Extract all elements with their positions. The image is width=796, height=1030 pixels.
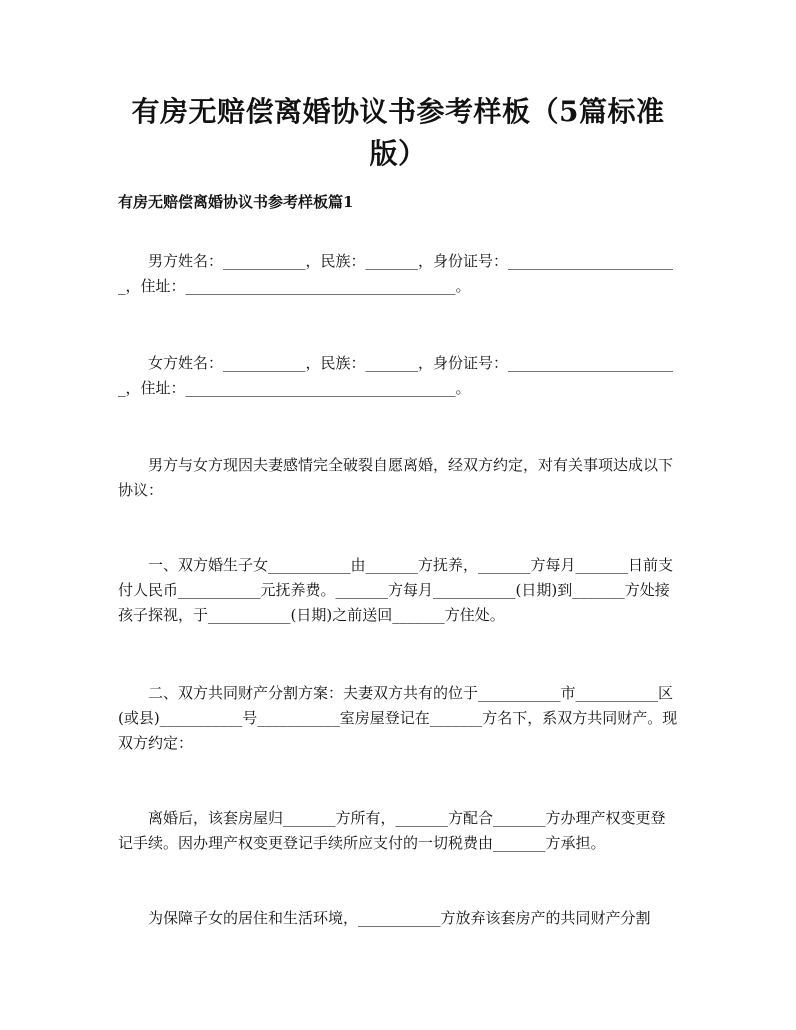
male-party-info-paragraph: 男方姓名：___________，民族：_______，身份证号：_______________________，住址：____________________________________。 (118, 252, 674, 295)
house-ownership-paragraph: 离婚后，该套房屋归_______方所有，_______方配合_______方办理产权变更登记手续。因办理产权变更登记手续所应支付的一切税费由_______方承担。 (118, 809, 666, 852)
child-residence-paragraph: 为保障子女的居住和生活环境，___________方放弃该套房产的共同财产分割 (148, 909, 651, 927)
property-division-paragraph: 二、双方共同财产分割方案：夫妻双方共有的位于___________市___________区(或县)___________号___________室房屋登记在_______方名下，系双方共同财产。现双方约定： (118, 684, 678, 752)
document-title: 有房无赔偿离婚协议书参考样板（5篇标准版） (131, 95, 665, 170)
section-heading: 有房无赔偿离婚协议书参考样板篇1 (118, 193, 354, 211)
female-party-info-paragraph: 女方姓名：___________，民族：_______，身份证号：_______________________，住址：____________________________________。 (118, 354, 674, 397)
child-custody-paragraph: 一、双方婚生子女___________由_______方抚养，_______方每月_______日前支付人民币___________元抚养费。_______方每月___________(日期)到_______方处接孩子探视，于___________(日期)之前送回_______方住处。 (118, 556, 674, 624)
agreement-intro-paragraph: 男方与女方现因夫妻感情完全破裂自愿离婚，经双方约定，对有关事项达成以下协议： (118, 456, 674, 499)
